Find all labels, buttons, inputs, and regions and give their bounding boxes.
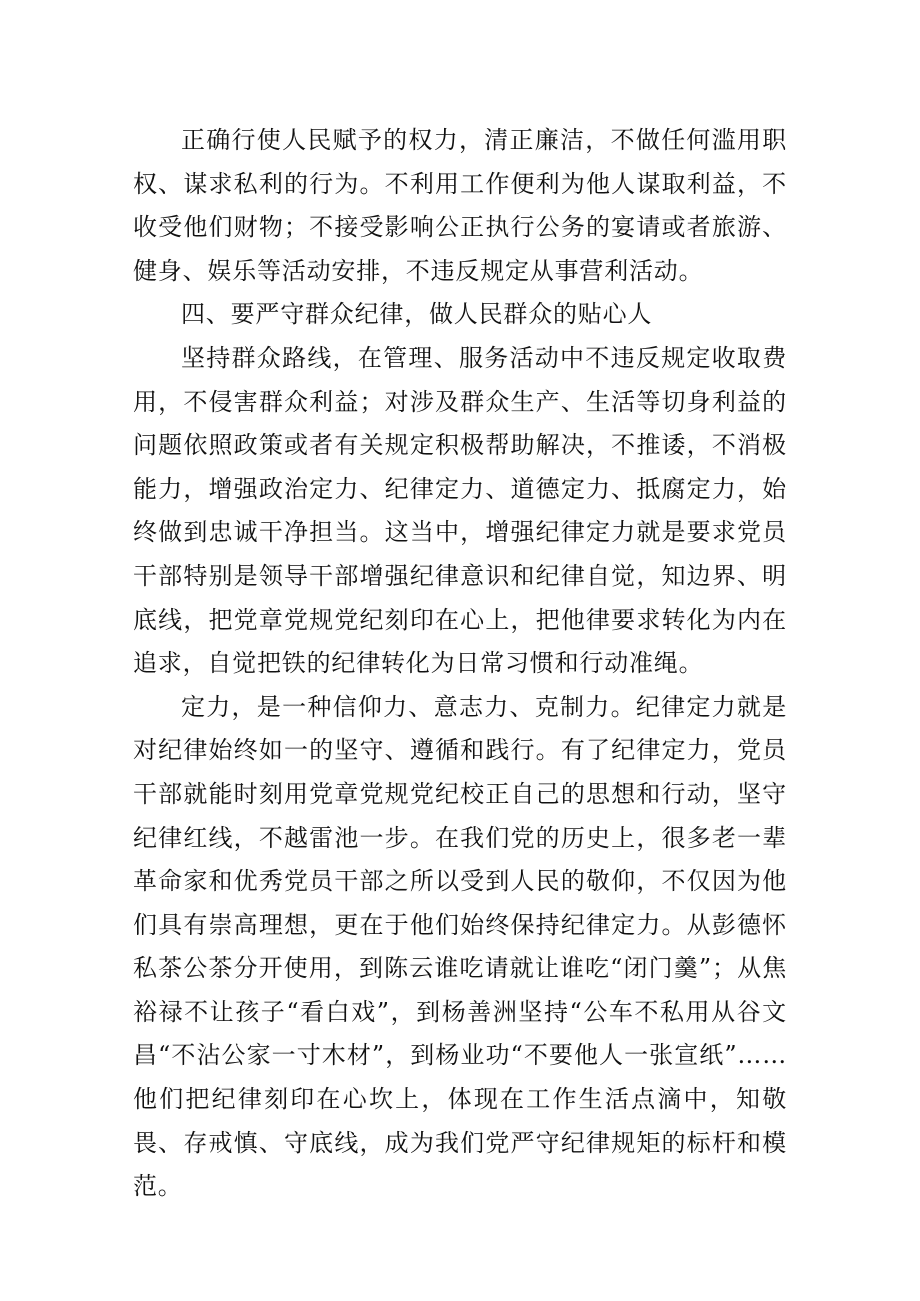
paragraph-discipline-resolve: 定力，是一种信仰力、意志力、克制力。纪律定力就是对纪律始终如一的坚守、遵循和践行。有了纪律定力，党员干部就能时刻用党章党规党纪校正自己的思想和行动，坚守纪律红线，不越雷池一步。在我们党的历史上，很多老一辈革命家和优秀党员干部之所以受到人民的敬仰，不仅因为他们具有崇高理想，更在于他们始终保持纪律定力。从彭德怀私茶公茶分开使用，到陈云谁吃请就让谁吃“闭门羹”；从焦裕禄不让孩子“看白戏”，到杨善洲坚持“公车不私用从谷文昌“不沾公家一寸木材”，到杨业功“不要他人一张宣纸”……他们把纪律刻印在心坎上，体现在工作生活点滴中，知敬畏、存戒慎、守底线，成为我们党严守纪律规矩的标杆和模范。 [133, 692, 787, 1201]
document-body [133, 119, 787, 1209]
paragraph-mass-line: 坚持群众路线，在管理、服务活动中不违反规定收取费用，不侵害群众利益；对涉及群众生产、生活等切身利益的问题依照政策或者有关规定积极帮助解决，不推诿，不消极能力，增强政治定力、纪律定力、道德定力、抵腐定力，始终做到忠诚干净担当。这当中，增强纪律定力就是要求党员干部特别是领导干部增强纪律意识和纪律自觉，知边界、明底线，把党章党规党纪刻印在心上，把他律要求转化为内在追求，自觉把铁的纪律转化为日常习惯和行动准绳。 [133, 343, 787, 678]
paragraph-integrity: 正确行使人民赋予的权力，清正廉洁，不做任何滥用职权、谋求私利的行为。不利用工作便利为他人谋取利益，不收受他们财物；不接受影响公正执行公务的宴请或者旅游、健身、娱乐等活动安排，不违反规定从事营利活动。 [133, 126, 787, 285]
section-heading-mass-discipline: 四、要严守群众纪律，做人民群众的贴心人 [181, 300, 653, 329]
